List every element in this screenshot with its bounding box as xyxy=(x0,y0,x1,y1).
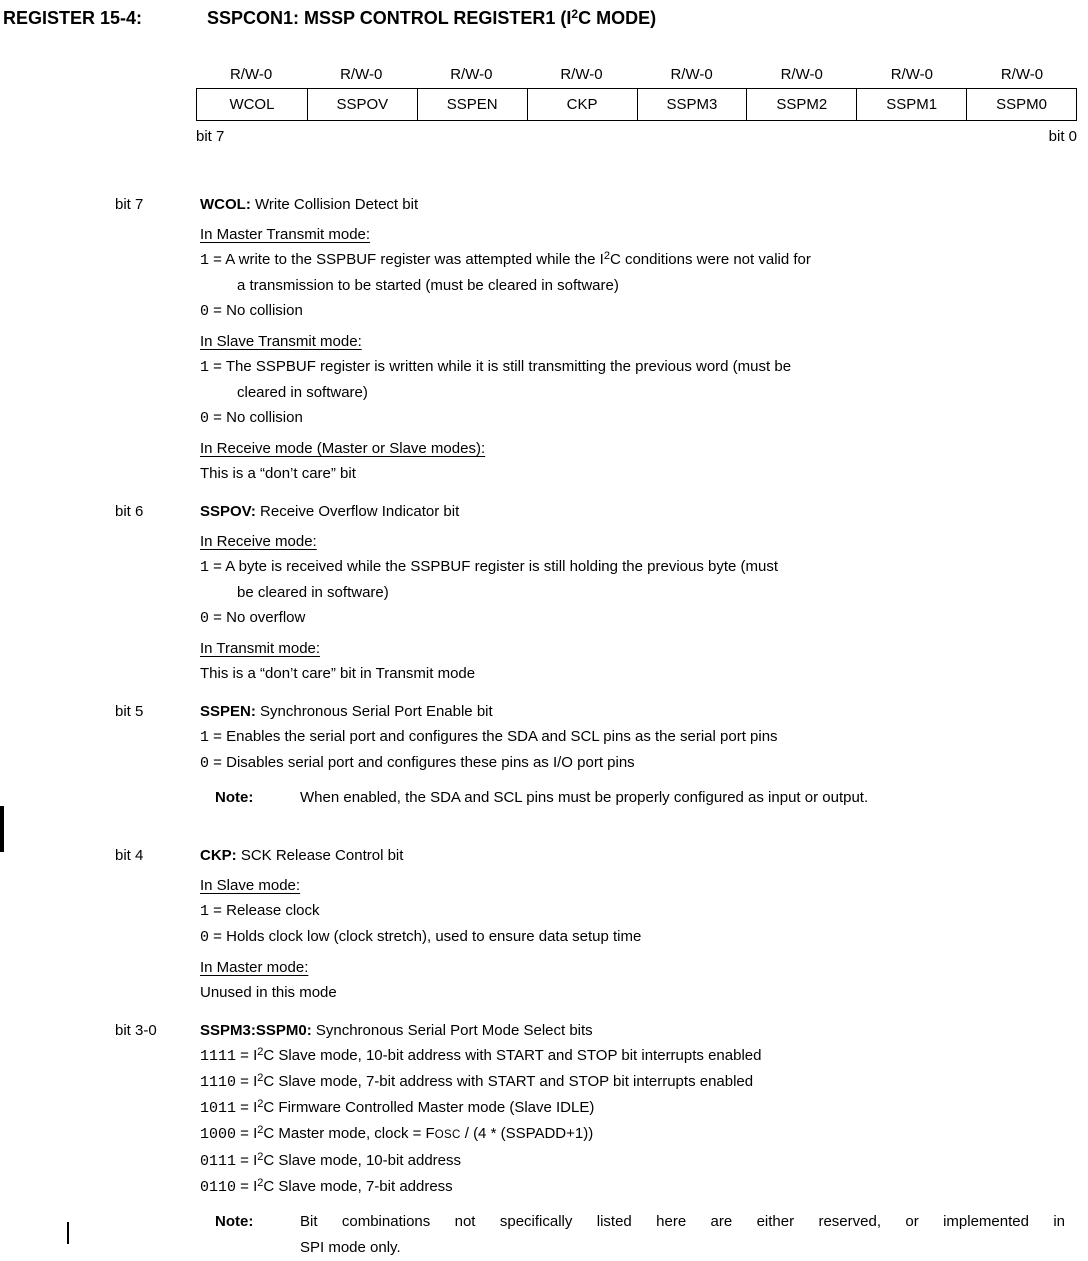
equals-sign: = xyxy=(236,1152,254,1169)
bit-value-line xyxy=(200,1095,1088,1121)
bit-section xyxy=(115,843,1088,1005)
bit-value: 1000 xyxy=(200,1126,237,1143)
bit-value-text: $I^2C$ Firmware Controlled Master mode (Slave IDLE) xyxy=(253,1098,595,1116)
equals-sign: = xyxy=(236,1125,254,1142)
bit-section xyxy=(115,192,1088,486)
register-bitfield-table xyxy=(196,62,1077,121)
bit-value: 1 xyxy=(200,903,210,920)
bit-body xyxy=(200,843,1088,1005)
equals-sign: = xyxy=(209,358,226,375)
equals-sign: = xyxy=(236,1047,254,1064)
bit-definition xyxy=(200,1018,1088,1043)
note xyxy=(215,1209,1088,1261)
bit-value: 1111 xyxy=(200,1048,237,1065)
bit-description-text: Synchronous Serial Port Enable bit xyxy=(255,703,493,720)
equals-sign: = xyxy=(209,558,226,575)
bit-cell-sspm0: SSPM0 xyxy=(966,89,1076,120)
bit-value-line xyxy=(200,354,1088,380)
mode-heading-text: In Slave mode: xyxy=(200,877,301,894)
bit-body xyxy=(200,699,1088,811)
bit-value: 0110 xyxy=(200,1179,237,1196)
bit-value-text: No overflow xyxy=(226,609,306,626)
bit-value-line xyxy=(200,605,1088,631)
equals-sign: = xyxy=(209,609,227,626)
bit-access-row xyxy=(196,62,1077,88)
bit-value: 1 xyxy=(200,729,210,746)
bit-access-label: R/W-0 xyxy=(780,66,823,83)
mode-heading-text: In Master Transmit mode: xyxy=(200,226,371,243)
mode-heading-text: In Receive mode (Master or Slave modes): xyxy=(200,440,486,457)
bit-value: 0 xyxy=(200,410,210,427)
description-line: This is a “don’t care” bit in Transmit mode xyxy=(200,665,476,682)
bit-value: 0 xyxy=(200,929,210,946)
bit-access-label: R/W-0 xyxy=(450,66,493,83)
bit-value-text: A write to the SSPBUF register was attempted while the $I^2C$ conditions were not valid for xyxy=(225,250,811,268)
bit-body xyxy=(200,192,1088,486)
bit-access-label: R/W-0 xyxy=(229,66,273,83)
bit-number-label: bit 7 xyxy=(115,196,144,213)
mode-heading xyxy=(200,955,1088,980)
description-line: Unused in this mode xyxy=(200,984,337,1001)
bit-body xyxy=(200,1018,1088,1261)
bit-value-text: $I^2C$ Slave mode, 10-bit address xyxy=(253,1151,462,1169)
bit-cell-sspov: SSPOV xyxy=(307,89,417,120)
revision-change-bar xyxy=(0,806,4,852)
bit-value-text: A byte is received while the SSPBUF register is still holding the previous byte (must xyxy=(225,558,779,575)
bit-value-text: Release clock xyxy=(226,902,320,919)
bit-value: 0 xyxy=(200,303,210,320)
equals-sign: = xyxy=(209,409,227,426)
msb-label: bit 7 xyxy=(196,128,225,145)
bit-value-text: Disables serial port and configures these pins as I/O port pins xyxy=(226,754,635,771)
bit-value: 0 xyxy=(200,755,210,772)
bit-definition xyxy=(200,843,1088,868)
bit-number-label: bit 4 xyxy=(115,847,144,864)
lsb-label: bit 0 xyxy=(1048,128,1077,145)
bit-definition xyxy=(200,192,1088,217)
bit-number-label: bit 5 xyxy=(115,703,144,720)
bit-value-line xyxy=(200,898,1088,924)
note xyxy=(215,785,1088,811)
bit-access-label: R/W-0 xyxy=(670,66,713,83)
bit-name: SSPEN: xyxy=(200,703,256,720)
mode-heading-text: In Receive mode: xyxy=(200,533,317,550)
bit-name: SSPM3:SSPM0: xyxy=(200,1022,312,1039)
bit-cell-wcol: WCOL xyxy=(229,96,275,113)
bit-value-line xyxy=(200,1148,1088,1174)
bit-value-line xyxy=(200,554,1088,580)
equals-sign: = xyxy=(209,251,226,268)
mode-heading-text: In Transmit mode: xyxy=(200,640,321,657)
equals-sign: = xyxy=(209,728,227,745)
bit-definition xyxy=(200,699,1088,724)
mode-heading xyxy=(200,529,1088,554)
bit-description-text: Receive Overflow Indicator bit xyxy=(255,503,460,520)
bit-cell-sspm1: SSPM1 xyxy=(856,89,966,120)
bit-cell-sspm2: SSPM2 xyxy=(746,89,856,120)
register-title: SSPCON1: MSSP CONTROL REGISTER1 ($I^2C$ MODE) xyxy=(207,7,657,28)
bit-section xyxy=(115,1018,1088,1261)
bit-value-continuation: cleared in software) xyxy=(237,384,368,401)
bit-number-label: bit 3-0 xyxy=(115,1022,157,1039)
bit-value-text: $I^2C$ Slave mode, 7-bit address with START and STOP bit interrupts enabled xyxy=(253,1072,754,1090)
bit-descriptions xyxy=(0,192,1088,1261)
mode-heading xyxy=(200,636,1088,661)
bit-name: SSPOV: xyxy=(200,503,256,520)
bit-access-label: R/W-0 xyxy=(560,66,603,83)
bit-value-line xyxy=(200,298,1088,324)
bit-value: 1 xyxy=(200,559,210,576)
bit-value-line xyxy=(200,1174,1088,1200)
note-text xyxy=(300,1209,1065,1261)
bit-value-line xyxy=(200,405,1088,431)
bit-section xyxy=(115,699,1088,811)
note-label: Note: xyxy=(215,1213,254,1230)
bit-access-label: R/W-0 xyxy=(890,66,933,83)
register-description-page xyxy=(0,6,1088,1261)
bit-value: 1 xyxy=(200,252,210,269)
mode-heading xyxy=(200,222,1088,247)
note-text xyxy=(300,785,1065,811)
bit-value-text: No collision xyxy=(226,302,303,319)
bit-value-line xyxy=(200,1069,1088,1095)
bit-value-text: $I^2C$ Slave mode, 7-bit address xyxy=(253,1177,453,1195)
bit-name: WCOL: xyxy=(200,196,251,213)
equals-sign: = xyxy=(236,1073,254,1090)
bit-name-row xyxy=(196,88,1077,121)
bit-value-line xyxy=(200,750,1088,776)
bit-value-continuation: a transmission to be started (must be cleared in software) xyxy=(237,277,619,294)
bit-value-text: Enables the serial port and configures the SDA and SCL pins as the serial port pins xyxy=(226,728,778,745)
note-line: SPI mode only. xyxy=(300,1239,401,1256)
note-label: Note: xyxy=(215,789,254,806)
bit-value: 1 xyxy=(200,359,210,376)
equals-sign: = xyxy=(209,754,227,771)
mode-heading-text: In Master mode: xyxy=(200,959,309,976)
bit-body xyxy=(200,499,1088,686)
bit-description-text: Synchronous Serial Port Mode Select bits xyxy=(311,1022,593,1039)
bit-value-text: Holds clock low (clock stretch), used to ensure data setup time xyxy=(226,928,642,945)
bit-name: CKP: xyxy=(200,847,237,864)
bit-description-text: Write Collision Detect bit xyxy=(250,196,419,213)
bit-access-label: R/W-0 xyxy=(340,66,383,83)
bit-value-line xyxy=(200,724,1088,750)
bit-value: 1011 xyxy=(200,1100,237,1117)
bit-cell-ckp: CKP xyxy=(527,89,637,120)
equals-sign: = xyxy=(236,1178,254,1195)
register-title-row xyxy=(3,6,1088,30)
bit-value-text: No collision xyxy=(226,409,303,426)
bit-value: 1110 xyxy=(200,1074,237,1091)
mode-heading xyxy=(200,329,1088,354)
bit-value-line xyxy=(200,924,1088,950)
bit-access-label: R/W-0 xyxy=(1000,66,1044,83)
equals-sign: = xyxy=(209,928,227,945)
bit-cell-sspm3: SSPM3 xyxy=(637,89,747,120)
bit-value-text: The SSPBUF register is written while it is still transmitting the previous word (must be xyxy=(225,358,792,375)
equals-sign: = xyxy=(209,302,227,319)
bit-value: 0111 xyxy=(200,1153,237,1170)
bit-description-text: SCK Release Control bit xyxy=(236,847,404,864)
mode-heading xyxy=(200,873,1088,898)
bit-value-text: $I^2C$ Master mode, clock = FOSC / (4 * (SSPADD+1)) xyxy=(253,1124,594,1142)
bit-value-line xyxy=(200,1121,1088,1148)
bit-value-line xyxy=(200,1043,1088,1069)
mode-heading-text: In Slave Transmit mode: xyxy=(200,333,362,350)
note-line: Bit combinations not specifically listed here are either reserved, or implemented in xyxy=(300,1213,1065,1230)
description-line: This is a “don’t care” bit xyxy=(200,465,356,482)
revision-change-bar xyxy=(67,1222,69,1244)
equals-sign: = xyxy=(209,902,227,919)
bit-value: 0 xyxy=(200,610,210,627)
register-number-label: REGISTER 15-4: xyxy=(3,8,143,28)
equals-sign: = xyxy=(236,1099,254,1116)
bit-number-label: bit 6 xyxy=(115,503,144,520)
bit-range-row xyxy=(196,127,1077,147)
note-line: When enabled, the SDA and SCL pins must be properly configured as input or output. xyxy=(300,789,869,806)
mode-heading xyxy=(200,436,1088,461)
bit-cell-sspen: SSPEN xyxy=(417,89,527,120)
bit-section xyxy=(115,499,1088,686)
bit-value-text: $I^2C$ Slave mode, 10-bit address with START and STOP bit interrupts enabled xyxy=(253,1046,762,1064)
bit-value-line xyxy=(200,247,1088,273)
bit-value-continuation: be cleared in software) xyxy=(237,584,389,601)
bit-definition xyxy=(200,499,1088,524)
